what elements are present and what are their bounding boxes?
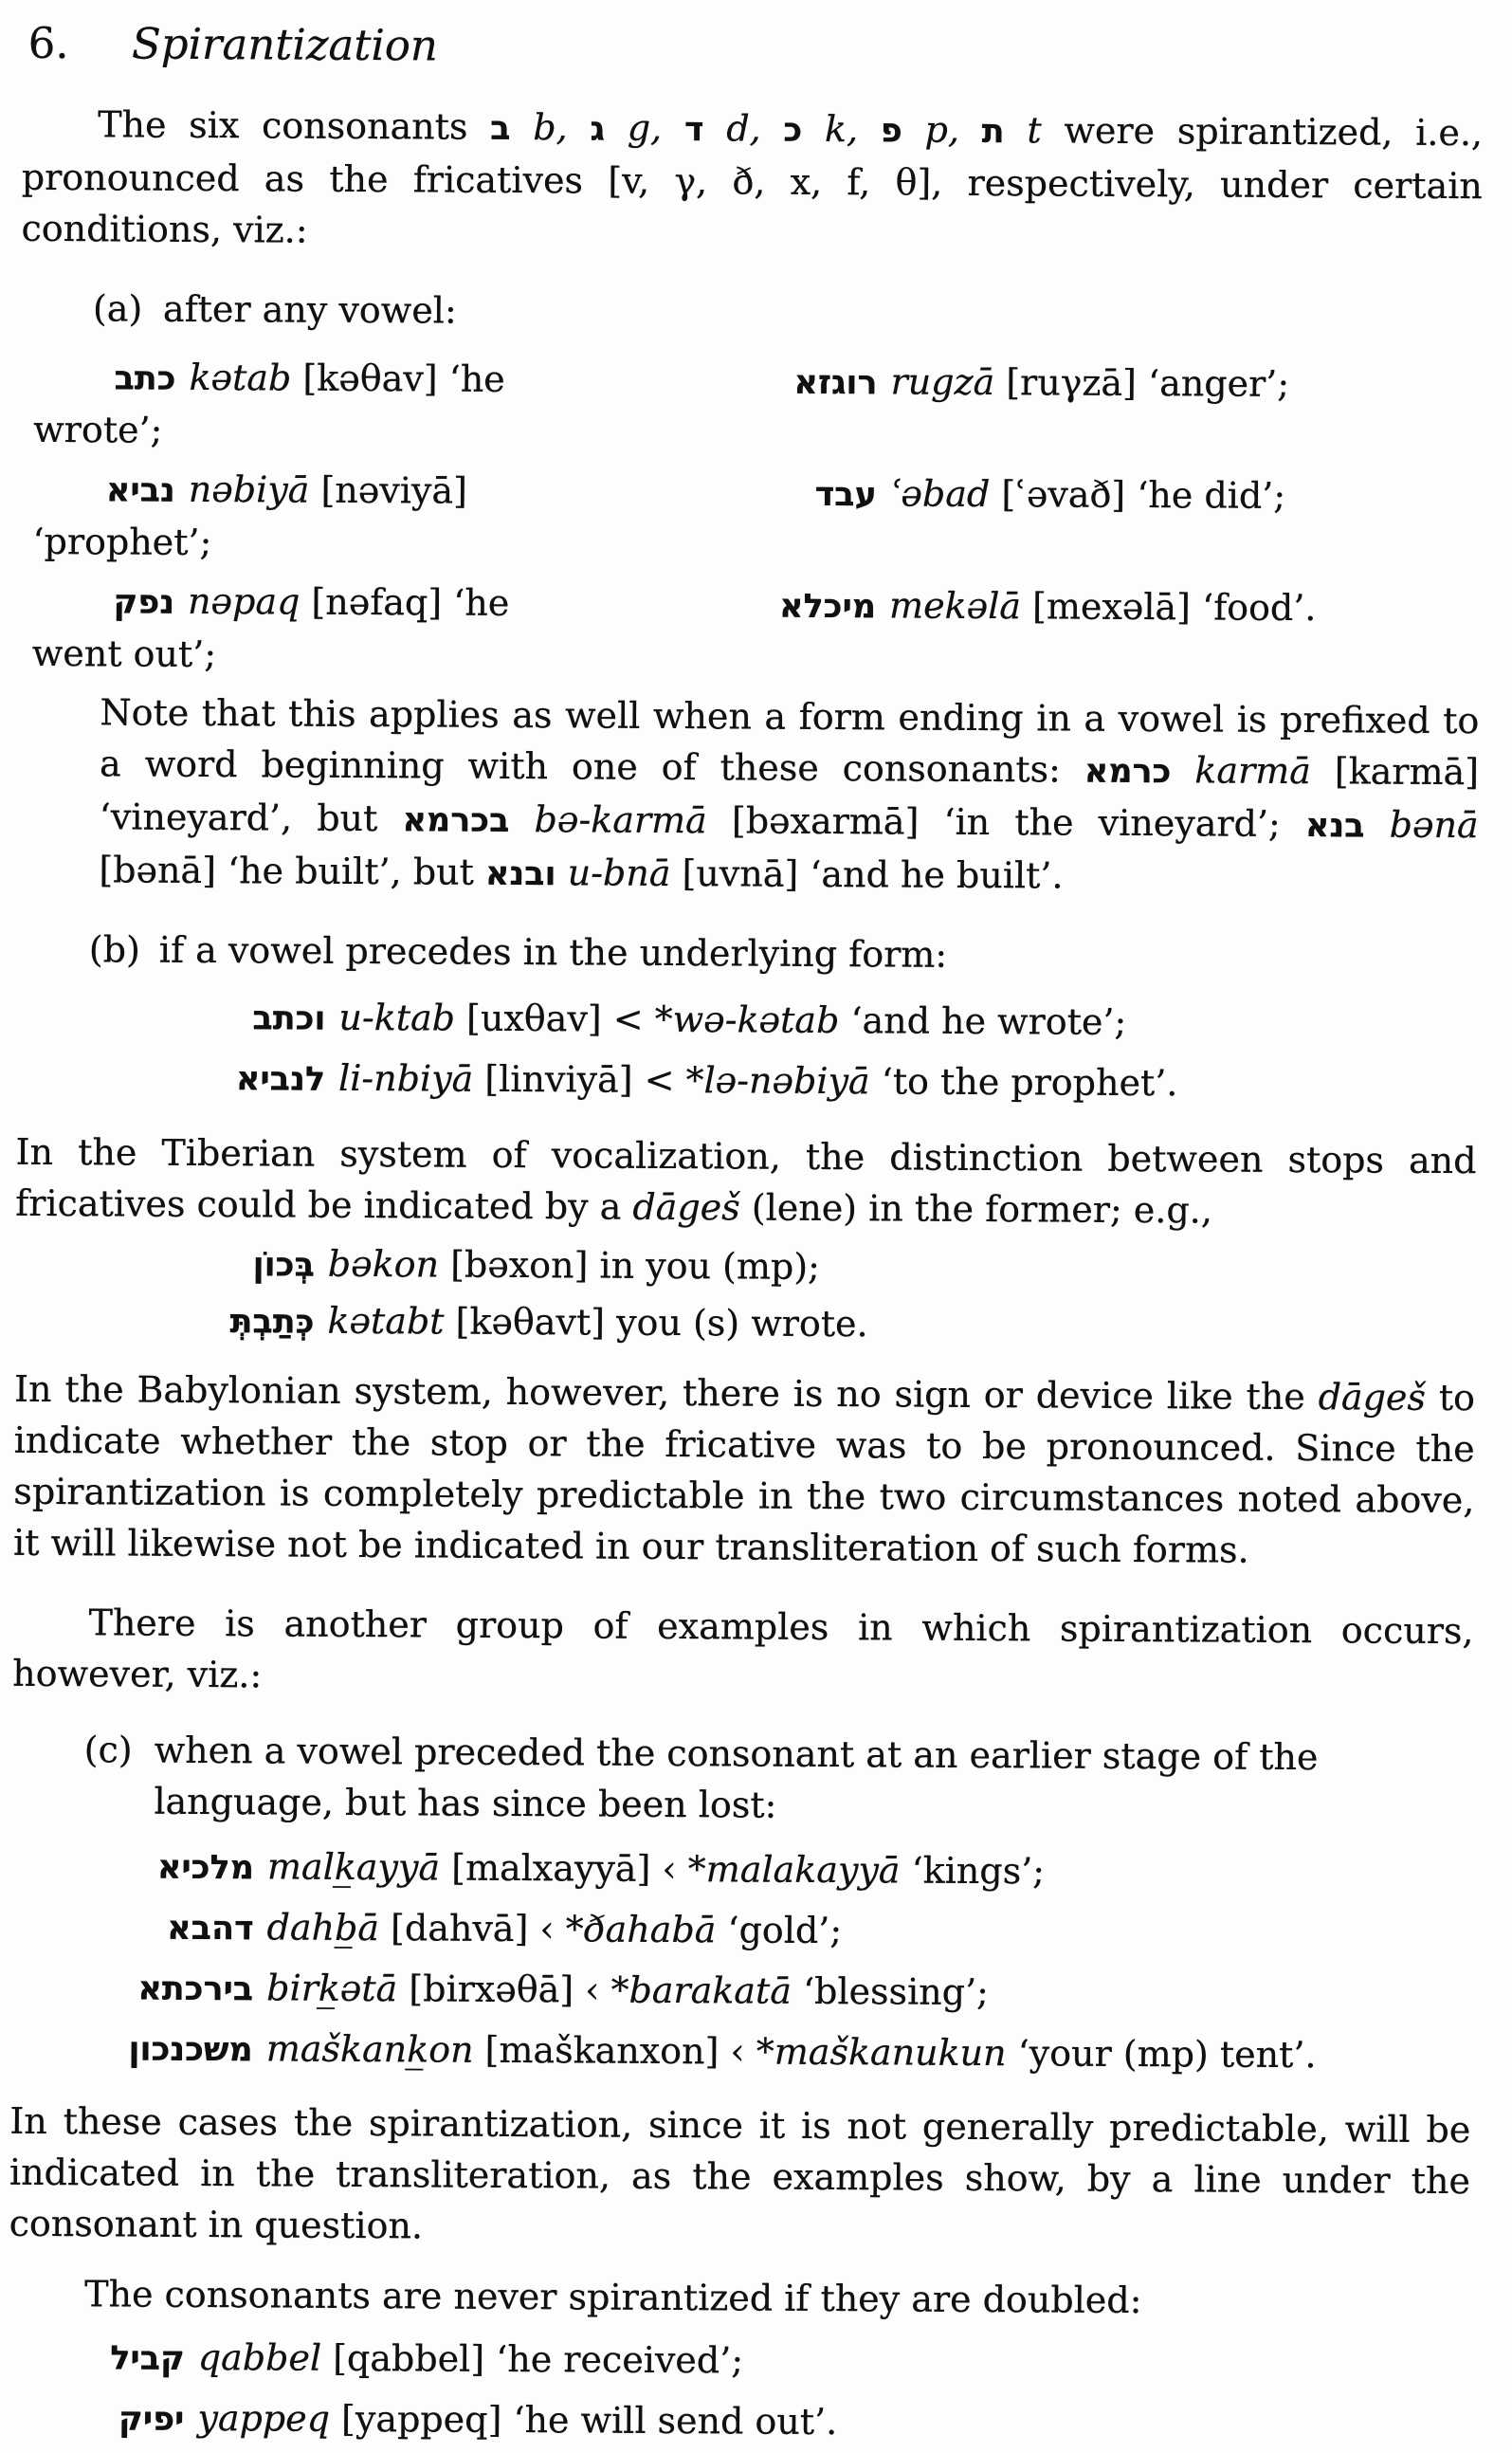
transliteration: li-nbiyā [337, 1056, 474, 1100]
phonetic-form: [ʿəvað] [1001, 473, 1126, 516]
hebrew-letter-tav: ת [981, 112, 1005, 152]
hebrew-word: קביל [110, 2339, 185, 2378]
phonetic-form: [yappeq] [340, 2397, 502, 2441]
section-heading [28, 17, 1484, 79]
proto-form: *lə-nəbiyā [685, 1059, 870, 1103]
tiberian-text: (lene) in the former; e.g., [751, 1186, 1213, 1232]
transliteration: malk̲ayyā [266, 1845, 441, 1889]
condition-b-text: if a vowel precedes in the underlying form: [158, 928, 948, 976]
intro-paragraph [21, 99, 1483, 263]
gloss: ‘blessing’; [802, 1969, 990, 2014]
hebrew-word: כתב [114, 359, 176, 398]
gloss: ‘prophet’; [32, 520, 212, 564]
gloss: ‘he will send out’. [513, 2398, 838, 2444]
transliteration: nəpaq [187, 579, 301, 623]
hebrew-word: נפק [113, 583, 175, 622]
note-text: [karmā] ‘vineyard’, but [99, 750, 1480, 840]
phonetic-form: [qabbel] [333, 2336, 485, 2380]
example-row [82, 1900, 1471, 1962]
condition-b [89, 924, 1478, 983]
transliteration: bəkon [327, 1242, 440, 1286]
tiberian-text: In the Tiberian system of vocalization, the distinction between stops and fricatives could be indicated by a [15, 1130, 1477, 1228]
phonetic-form: [dahvā] [390, 1907, 529, 1950]
transliteration: yappeq [197, 2396, 331, 2440]
derivation-sign: < [644, 1058, 675, 1102]
phonetic-form: [mexəlā] [1031, 585, 1192, 629]
hebrew-word: מלכיא [156, 1848, 255, 1888]
hebrew-letter-gimel: ג [590, 110, 606, 149]
example-row [82, 2022, 1471, 2083]
dagesh-term: dāgeš [632, 1185, 740, 1229]
proto-form: *barakatā [610, 1968, 792, 2012]
phonetic-form: [uxθav] [466, 997, 602, 1040]
gloss: ‘to the prophet’. [881, 1060, 1178, 1105]
latin-letter-d: d, [726, 107, 761, 150]
transliteration: kətabt [327, 1299, 445, 1343]
example-row [136, 1052, 1477, 1113]
tiberian-paragraph [15, 1126, 1477, 1237]
hebrew-word: עבד [814, 475, 877, 515]
example-row [144, 1237, 1476, 1299]
example-row [601, 467, 1481, 577]
example-row [61, 2391, 1468, 2453]
hebrew-letter-bet: ב [490, 109, 511, 148]
hebrew-word: לנביא [235, 1060, 326, 1099]
condition-a-label: (a) [92, 287, 143, 330]
hebrew-word: בְּכוֹן [252, 1246, 315, 1285]
babylonian-text: In the Babylonian system, however, there is no sign or device like the [13, 1367, 1305, 1419]
latin-letter-k: k, [824, 107, 859, 151]
gloss: ‘kings’; [911, 1849, 1046, 1893]
transliteration: rugzā [890, 360, 995, 404]
hebrew-word: יפיק [118, 2400, 185, 2439]
note-text: [uvnā] ‘and he built’. [682, 852, 1064, 897]
transliteration: bənā [1389, 803, 1479, 847]
intro-lead: The six consonants [98, 103, 468, 148]
hebrew-word: משכנכון [128, 2030, 253, 2070]
example-row [32, 463, 602, 571]
transliteration: bə-karmā [534, 798, 707, 842]
examples-b [16, 990, 1478, 1112]
gloss: ‘he did’; [1137, 473, 1286, 517]
proto-form: *malakayyā [687, 1848, 901, 1892]
derivation-sign: ‹ [585, 1968, 600, 2011]
hebrew-letter-pe: פ [880, 112, 902, 151]
latin-letter-b: b, [533, 106, 568, 149]
note-text: Note that this applies as well when a form ending in a vowel is prefixed to a word beginning with one of these consonants: [99, 691, 1480, 791]
hebrew-word: וכתב [252, 999, 326, 1038]
derivation-sign: ‹ [539, 1908, 555, 1950]
hebrew-word: מיכלא [779, 587, 877, 627]
gloss: ‘he received’; [496, 2337, 744, 2382]
latin-letter-t: t [1027, 109, 1042, 152]
phonetic-form: [kəθav] [302, 357, 438, 400]
transliteration: nəbiyā [188, 467, 310, 511]
babylonian-text: to indicate whether the stop or the fricative was to be pronounced. Since the spirantization is completely predictable in the two circumstances noted above, it will likewise not be indicated in our transliteration of such forms. [12, 1376, 1476, 1571]
gloss: ‘he went out’; [31, 581, 510, 676]
condition-b-label: (b) [88, 928, 141, 971]
gloss: ‘food’. [1201, 586, 1317, 630]
examples-a [32, 351, 1482, 687]
section-number: 6. [27, 17, 69, 69]
example-row [136, 991, 1477, 1053]
dagesh-term: dāgeš [1318, 1376, 1427, 1419]
babylonian-paragraph [13, 1364, 1475, 1577]
phonetic-form: [kəθavt] [455, 1300, 606, 1344]
note-text: [bənā] ‘he built’, but [99, 849, 475, 893]
examples-c [10, 1840, 1472, 2083]
transliteration: kətab [189, 356, 292, 399]
derivation-sign: ‹ [662, 1847, 677, 1891]
gloss: ‘anger’; [1147, 362, 1290, 405]
section-title: Spirantization [131, 18, 439, 71]
gloss: ‘your (mp) tent’. [1017, 2032, 1317, 2077]
hebrew-word: נביא [105, 471, 175, 510]
gloss: you (s) wrote. [616, 1301, 868, 1345]
phonetic-form: [ruγzā] [1006, 361, 1138, 404]
example-row [143, 1294, 1475, 1356]
closing-paragraph: In these cases the spirantization, since it is not generally predictable, will be indicated in the transliteration, as the examples show, by a line under the consonant in question. [9, 2099, 1471, 2247]
phonetic-form: [bəxon] [450, 1243, 589, 1287]
gloss: ‘and he wrote’; [850, 999, 1127, 1043]
derivation-sign: ‹ [730, 2030, 745, 2073]
hebrew-letter-dalet: ד [683, 111, 704, 150]
hebrew-word: בירכתא [137, 1969, 254, 2009]
transliteration: dahb̲ā [266, 1906, 380, 1950]
phonetic-form: [malxayyā] [451, 1846, 651, 1890]
gloss: ‘gold’; [727, 1909, 843, 1952]
condition-c [83, 1724, 1473, 1835]
derivation-sign: < [612, 998, 644, 1040]
example-row [602, 355, 1482, 465]
proto-form: *wə-kətab [654, 998, 840, 1042]
phonetic-form: [maškanxon] [484, 2028, 720, 2073]
transliteration: qabbel [197, 2335, 322, 2379]
condition-a-text: after any vowel: [162, 287, 457, 332]
phonetic-form: [linviyā] [484, 1057, 633, 1101]
transliteration: u-ktab [338, 996, 456, 1039]
examples-tiberian [14, 1236, 1476, 1355]
note-text: [bəxarmā] ‘in the vineyard’; [731, 799, 1281, 845]
example-row [83, 1840, 1472, 1901]
condition-c-text: when a vowel preceded the consonant at an earlier stage of the language, but has since been lost: [154, 1729, 1319, 1826]
hebrew-word: בכרמא [402, 801, 510, 840]
another-group-paragraph: There is another group of examples in which spirantization occurs, however, viz.: [12, 1602, 1474, 1696]
intro-tail: were spirantized, i.e., pronounced as the fricatives [v, γ, ð, x, f, θ], respectively, under certain conditions, viz.: [21, 109, 1484, 251]
example-row [601, 578, 1481, 688]
doubled-intro-paragraph: The consonants are never spirantized if they are doubled: [84, 2273, 1142, 2322]
transliteration: mekəlā [888, 584, 1022, 628]
transliteration: maškank̲on [265, 2027, 474, 2071]
example-row [82, 1961, 1471, 2023]
phonetic-form: [nəfaq] [311, 580, 443, 624]
gloss: in you (mp); [599, 1244, 821, 1288]
proto-form: *ðahabā [565, 1908, 717, 1951]
example-row [32, 575, 602, 683]
condition-c-label: (c) [83, 1729, 133, 1771]
latin-letter-p: p, [924, 108, 960, 151]
phonetic-form: [birxəθā] [409, 1968, 574, 2011]
note-paragraph [99, 686, 1479, 906]
transliteration: u-bnā [567, 851, 671, 894]
gloss: ‘he wrote’; [33, 357, 505, 451]
condition-a [93, 283, 1482, 342]
hebrew-word: כרמא [1084, 752, 1172, 792]
hebrew-word: כְּתַבְתְּ [229, 1303, 315, 1342]
transliteration: birk̲ətā [266, 1967, 398, 2010]
hebrew-word: בנא [1304, 807, 1365, 846]
transliteration: karmā [1194, 749, 1312, 793]
hebrew-word: רוגזא [793, 363, 878, 403]
hebrew-word: דהבא [167, 1909, 254, 1949]
proto-form: *maškanukun [756, 2030, 1007, 2075]
phonetic-form: [nəviyā] [320, 468, 468, 512]
transliteration: ʿəbad [889, 472, 991, 516]
hebrew-word: ובנא [484, 854, 556, 894]
hebrew-letter-kaf: כ [783, 111, 803, 150]
examples-doubled [8, 2331, 1469, 2453]
example-row [62, 2331, 1469, 2392]
latin-letter-g: g, [627, 106, 663, 149]
example-row [33, 351, 603, 459]
